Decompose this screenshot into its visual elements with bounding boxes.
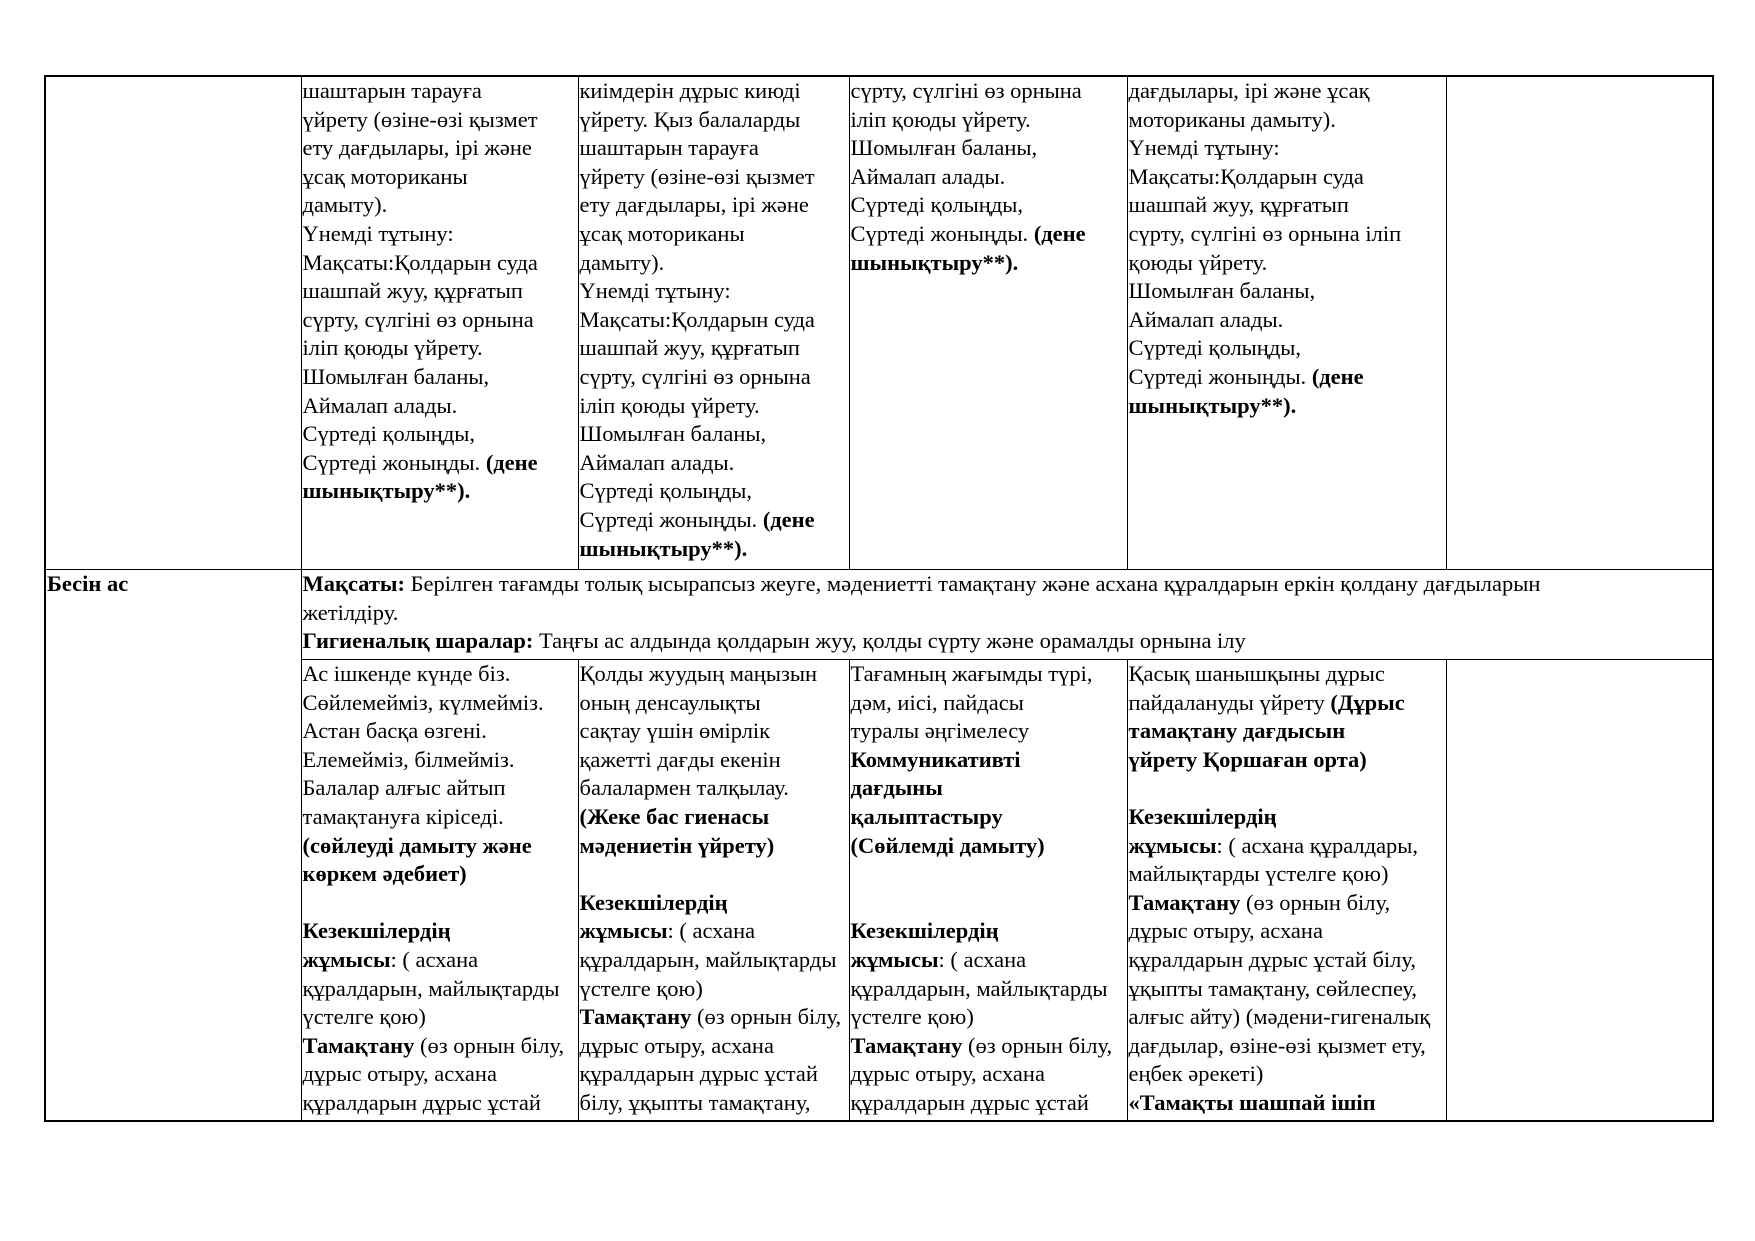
text-line — [303, 220, 578, 249]
text: құралдарын дұрыс ұстай — [302, 1089, 541, 1115]
text: Ас ішкенде күнде біз. — [302, 661, 511, 686]
bold-text: жұмысы — [850, 946, 939, 972]
text-line — [851, 163, 1127, 192]
text: Сүртеді қолыңды, — [579, 478, 753, 504]
text-line — [580, 975, 849, 1004]
text-line — [580, 1060, 849, 1089]
text: Сүртеді қолыңды, — [302, 421, 476, 447]
text-line — [1129, 363, 1446, 392]
text: шашпай жуу, құрғатып — [579, 335, 800, 361]
text: іліп қоюды үйрету. — [302, 335, 483, 361]
text: Мақсаты:Қолдарын суда — [302, 249, 538, 275]
table-cell — [578, 76, 849, 570]
text-line — [580, 917, 849, 946]
text-line — [851, 717, 1127, 746]
text-line — [580, 746, 849, 775]
text: дәм, иісі, пайдасы — [850, 689, 1024, 715]
text-line — [580, 1003, 849, 1032]
text-line — [580, 774, 849, 803]
hygiene-text: Таңғы ас алдында қолдарын жуу, қолды сүрту және орамалды орнына ілу — [533, 628, 1246, 654]
bold-text: Тамақтану — [850, 1032, 963, 1058]
text: тамақтануға кіріседі. — [302, 803, 504, 829]
text-line — [303, 477, 578, 506]
bold-text: көркем әдебиет) — [302, 861, 467, 887]
text: ету дағдылары, ірі және — [302, 135, 532, 161]
text-line — [580, 1032, 849, 1061]
text-line — [1129, 277, 1446, 306]
text: іліп қоюды үйрету. — [850, 106, 1031, 132]
text: балалармен талқылау. — [579, 775, 789, 801]
text: шаштарын тарауға — [302, 78, 482, 103]
text-line — [303, 449, 578, 478]
text: (өз орнын білу, — [691, 1004, 842, 1030]
text-line — [851, 860, 1127, 889]
text: сақтау үшін өмірлік — [579, 718, 771, 744]
text: : ( асхана — [938, 946, 1027, 972]
text: Үнемді тұтыну: — [579, 278, 731, 304]
bold-text: Кезекшілердің — [1128, 803, 1277, 829]
text-line — [303, 420, 578, 449]
text: оның денсаулықты — [579, 689, 761, 715]
text-line — [851, 660, 1127, 689]
text-line — [580, 946, 849, 975]
text: Тағамның жағымды түрі, — [850, 661, 1093, 686]
text-line — [1129, 220, 1446, 249]
text-line — [580, 306, 849, 335]
text: үйрету (өзіне-өзі қызмет — [302, 106, 538, 132]
text-line — [303, 163, 578, 192]
text: қажетті дағды екенін — [579, 746, 781, 772]
text-line — [1129, 975, 1446, 1004]
text-line — [1129, 946, 1446, 975]
text: Шомылған баланы, — [579, 421, 767, 447]
bold-text: жұмысы — [302, 946, 391, 972]
text-line — [580, 1089, 849, 1118]
text: шашпай жуу, құрғатып — [1128, 192, 1349, 218]
text-line — [851, 220, 1127, 249]
text-line — [580, 163, 849, 192]
bold-text: «Тамақты шашпай ішіп — [1128, 1089, 1376, 1115]
text-line — [303, 1003, 578, 1032]
text-line — [1129, 306, 1446, 335]
text-line — [580, 249, 849, 278]
bold-text: шынықтыру**). — [302, 478, 471, 504]
text-line — [303, 832, 578, 861]
bold-text: (дене — [1311, 363, 1364, 389]
text-line — [851, 1060, 1127, 1089]
text-line — [580, 277, 849, 306]
table-cell — [301, 76, 578, 570]
text: дұрыс отыру, асхана — [302, 1061, 497, 1087]
text-line — [1129, 1089, 1446, 1118]
text-line — [303, 889, 578, 918]
goal-cell — [301, 570, 1713, 660]
text: Елемейміз, білмейміз. — [302, 746, 515, 772]
text-line — [1129, 660, 1446, 689]
text-line — [851, 946, 1127, 975]
text: дағдылар, өзіне-өзі қызмет ету, — [1128, 1032, 1426, 1058]
table-cell — [45, 76, 301, 570]
text: үйрету (өзіне-өзі қызмет — [579, 163, 815, 189]
text: шаштарын тарауға — [579, 135, 759, 161]
text-line — [1129, 917, 1446, 946]
text: білу, ұқыпты тамақтану, — [579, 1089, 811, 1115]
text-line — [303, 106, 578, 135]
text-line — [303, 860, 578, 889]
text: сүрту, сүлгіні өз орнына — [850, 78, 1082, 103]
text: қоюды үйрету. — [1128, 249, 1268, 275]
text-line — [303, 363, 578, 392]
row-label: Бесін ас — [47, 571, 129, 596]
text-line — [851, 1003, 1127, 1032]
table-cell — [1127, 76, 1446, 570]
text-line — [580, 717, 849, 746]
text: құралдарын, майлықтарды — [850, 975, 1108, 1001]
text: Аймалап алады. — [302, 392, 458, 418]
text: Сүртеді жоныңды. — [850, 220, 1034, 246]
bold-text: Кезекшілердің — [579, 889, 728, 915]
text-line — [851, 917, 1127, 946]
text-line — [1129, 106, 1446, 135]
bold-text: шынықтыру**). — [1128, 392, 1297, 418]
text-line — [303, 1089, 578, 1118]
text-line — [303, 803, 578, 832]
text-line — [1129, 803, 1446, 832]
text-line — [580, 134, 849, 163]
text-line — [303, 689, 578, 718]
text: (өз орнын білу, — [414, 1032, 565, 1058]
goal-text: Берілген тағамды толық ысырапсыз жеуге, мәдениетті тамақтану және асхана құралдарын еркін қолдану дағдыларын — [405, 571, 1541, 596]
bold-text: (Жеке бас гиенасы — [579, 803, 770, 829]
text: Сүртеді қолыңды, — [850, 192, 1024, 218]
hygiene-label: Гигиеналық шаралар: — [302, 628, 534, 654]
text: Аймалап алады. — [850, 163, 1006, 189]
text-line — [1129, 860, 1446, 889]
text: ұсақ моториканы — [579, 220, 745, 246]
text: сүрту, сүлгіні өз орнына — [302, 306, 534, 332]
text-line — [851, 77, 1127, 106]
text: Аймалап алады. — [1128, 306, 1284, 332]
text-line — [1129, 746, 1446, 775]
text-line — [580, 832, 849, 861]
text-line — [303, 249, 578, 278]
text-line — [851, 889, 1127, 918]
bold-text: Тамақтану — [302, 1032, 415, 1058]
text-line — [303, 774, 578, 803]
bold-text: Тамақтану — [1128, 889, 1241, 915]
text-line — [303, 946, 578, 975]
text-line — [303, 717, 578, 746]
text-line — [303, 660, 578, 689]
text-line — [851, 832, 1127, 861]
text-line — [303, 1060, 578, 1089]
text: дұрыс отыру, асхана — [850, 1061, 1045, 1087]
text-line — [580, 506, 849, 535]
text: Шомылған баланы, — [850, 135, 1038, 161]
bold-text: тамақтану дағдысын — [1128, 718, 1346, 744]
text-line — [303, 917, 578, 946]
text: Мақсаты:Қолдарын суда — [1128, 163, 1364, 189]
text: алғыс айту) (мәдени-гигеналық — [1128, 1004, 1431, 1030]
text: Сүртеді жоныңды. — [579, 506, 763, 532]
bold-text: жұмысы — [579, 918, 668, 944]
goal-text-cont: жетілдіру. — [302, 599, 399, 625]
text: Қолды жуудың маңызын — [579, 661, 818, 686]
text-line — [303, 306, 578, 335]
text-line — [1129, 249, 1446, 278]
text-line — [851, 106, 1127, 135]
text: құралдарын дұрыс ұстай — [579, 1061, 818, 1087]
text: Шомылған баланы, — [1128, 278, 1316, 304]
text-line — [580, 220, 849, 249]
text-line — [303, 77, 578, 106]
table-row — [45, 570, 1713, 660]
text-line — [303, 191, 578, 220]
text-line — [1129, 334, 1446, 363]
text-line — [1129, 832, 1446, 861]
text: Мақсаты:Қолдарын суда — [579, 306, 815, 332]
text: Сөйлемейміз, күлмейміз. — [302, 689, 544, 715]
text: құралдарын дұрыс ұстай білу, — [1128, 946, 1417, 972]
text: пайдалануды үйрету — [1128, 689, 1331, 715]
text-line — [1129, 134, 1446, 163]
text: дұрыс отыру, асхана — [1128, 918, 1323, 944]
text: ұсақ моториканы — [302, 163, 468, 189]
goal-label: Мақсаты: — [302, 571, 405, 596]
text: шашпай жуу, құрғатып — [302, 278, 523, 304]
text-line — [580, 889, 849, 918]
text: Қасық шанышқыны дұрыс — [1128, 661, 1385, 686]
text: Аймалап алады. — [579, 449, 735, 475]
table-cell — [301, 660, 578, 1122]
text-line — [580, 77, 849, 106]
text: киімдерін дұрыс киюді — [579, 78, 801, 103]
bold-text: (дене — [1033, 220, 1086, 246]
text-line — [851, 746, 1127, 775]
text-line — [580, 191, 849, 220]
text: Сүртеді қолыңды, — [1128, 335, 1302, 361]
text-line — [851, 1032, 1127, 1061]
bold-text: (сөйлеуді дамыту және — [302, 832, 532, 858]
bold-text: Кезекшілердің — [302, 918, 451, 944]
bold-text: шынықтыру**). — [850, 249, 1019, 275]
text: Сүртеді жоныңды. — [302, 449, 486, 475]
text: майлықтарды үстелге қою) — [1128, 861, 1389, 887]
text-line — [303, 975, 578, 1004]
text-line — [1129, 163, 1446, 192]
text-line — [1129, 191, 1446, 220]
text-line — [851, 134, 1127, 163]
bold-text: жұмысы — [1128, 832, 1217, 858]
text: (өз орнын білу, — [1240, 889, 1391, 915]
text-line — [851, 1089, 1127, 1118]
text-line — [303, 392, 578, 421]
text: (өз орнын білу, — [962, 1032, 1113, 1058]
text-line — [1129, 1032, 1446, 1061]
table-cell — [1446, 76, 1713, 570]
text-line — [580, 535, 849, 564]
text: дамыту). — [579, 249, 665, 275]
text: Үнемді тұтыну: — [1128, 135, 1280, 161]
text-line — [303, 277, 578, 306]
text-line — [851, 774, 1127, 803]
text: үстелге қою) — [850, 1004, 974, 1030]
text: дұрыс отыру, асхана — [579, 1032, 774, 1058]
row-label-cell — [45, 570, 301, 1122]
text: құралдарын, майлықтарды — [302, 975, 560, 1001]
text: дағдылары, ірі және ұсақ — [1128, 78, 1370, 103]
table-cell — [578, 660, 849, 1122]
text-line — [580, 449, 849, 478]
table-row — [45, 76, 1713, 570]
bold-text: (Дұрыс — [1330, 689, 1405, 715]
table-cell — [849, 660, 1127, 1122]
text-line — [1129, 717, 1446, 746]
text-line — [580, 660, 849, 689]
bold-text: Тамақтану — [579, 1004, 692, 1030]
text-line — [580, 363, 849, 392]
bold-text: (Сөйлемді дамыту) — [850, 832, 1045, 858]
text: құралдарын, майлықтарды — [579, 946, 837, 972]
text-line — [303, 746, 578, 775]
bold-text: (дене — [762, 506, 815, 532]
text-line — [851, 975, 1127, 1004]
text: Сүртеді жоныңды. — [1128, 363, 1312, 389]
text-line — [1129, 774, 1446, 803]
text-line — [580, 689, 849, 718]
text: : ( асхана — [667, 918, 756, 944]
text-line — [303, 1032, 578, 1061]
text: үйрету. Қыз балаларды — [579, 106, 801, 132]
text: ету дағдылары, ірі және — [579, 192, 809, 218]
text: дамыту). — [302, 192, 388, 218]
table-cell — [1127, 660, 1446, 1122]
text: еңбек әрекеті) — [1128, 1061, 1264, 1087]
text-line — [580, 477, 849, 506]
text-line — [851, 249, 1127, 278]
text-line — [303, 334, 578, 363]
bold-text: үйрету Қоршаған орта) — [1128, 746, 1367, 772]
text: үстелге қою) — [302, 1004, 426, 1030]
text-line — [303, 134, 578, 163]
text-line — [580, 334, 849, 363]
text: сүрту, сүлгіні өз орнына — [579, 363, 811, 389]
bold-text: қалыптастыру — [850, 803, 1003, 829]
text: құралдарын дұрыс ұстай — [850, 1089, 1089, 1115]
text-line — [1129, 77, 1446, 106]
text-line — [851, 689, 1127, 718]
text-line — [851, 803, 1127, 832]
text: Астан басқа өзгені. — [302, 718, 487, 744]
bold-text: (дене — [485, 449, 538, 475]
bold-text: шынықтыру**). — [579, 535, 748, 561]
text-line — [851, 191, 1127, 220]
text: іліп қоюды үйрету. — [579, 392, 760, 418]
text-line — [1129, 889, 1446, 918]
text: сүрту, сүлгіні өз орнына іліп — [1128, 220, 1402, 246]
text: Үнемді тұтыну: — [302, 220, 454, 246]
text: : ( асхана құралдары, — [1216, 832, 1419, 858]
text-line — [580, 392, 849, 421]
table-cell — [1446, 660, 1713, 1122]
text-line — [1129, 1060, 1446, 1089]
text-line — [580, 860, 849, 889]
bold-text: Коммуникативті — [850, 746, 1021, 772]
text: моториканы дамыту). — [1128, 106, 1336, 132]
text: туралы әңгімелесу — [850, 718, 1030, 744]
text: Шомылған баланы, — [302, 363, 490, 389]
text: ұқыпты тамақтану, сөйлеспеу, — [1128, 975, 1418, 1001]
text-line — [1129, 1003, 1446, 1032]
text-line — [1129, 689, 1446, 718]
bold-text: дағдыны — [850, 775, 943, 801]
bold-text: Кезекшілердің — [850, 918, 999, 944]
bold-text: мәдениетін үйрету) — [579, 832, 775, 858]
text-line — [580, 106, 849, 135]
text: Балалар алғыс айтып — [302, 775, 506, 801]
table-cell — [849, 76, 1127, 570]
text-line — [580, 420, 849, 449]
text: үстелге қою) — [579, 975, 703, 1001]
text: : ( асхана — [390, 946, 479, 972]
text-line — [1129, 392, 1446, 421]
schedule-table — [44, 75, 1714, 1122]
text-line — [580, 803, 849, 832]
